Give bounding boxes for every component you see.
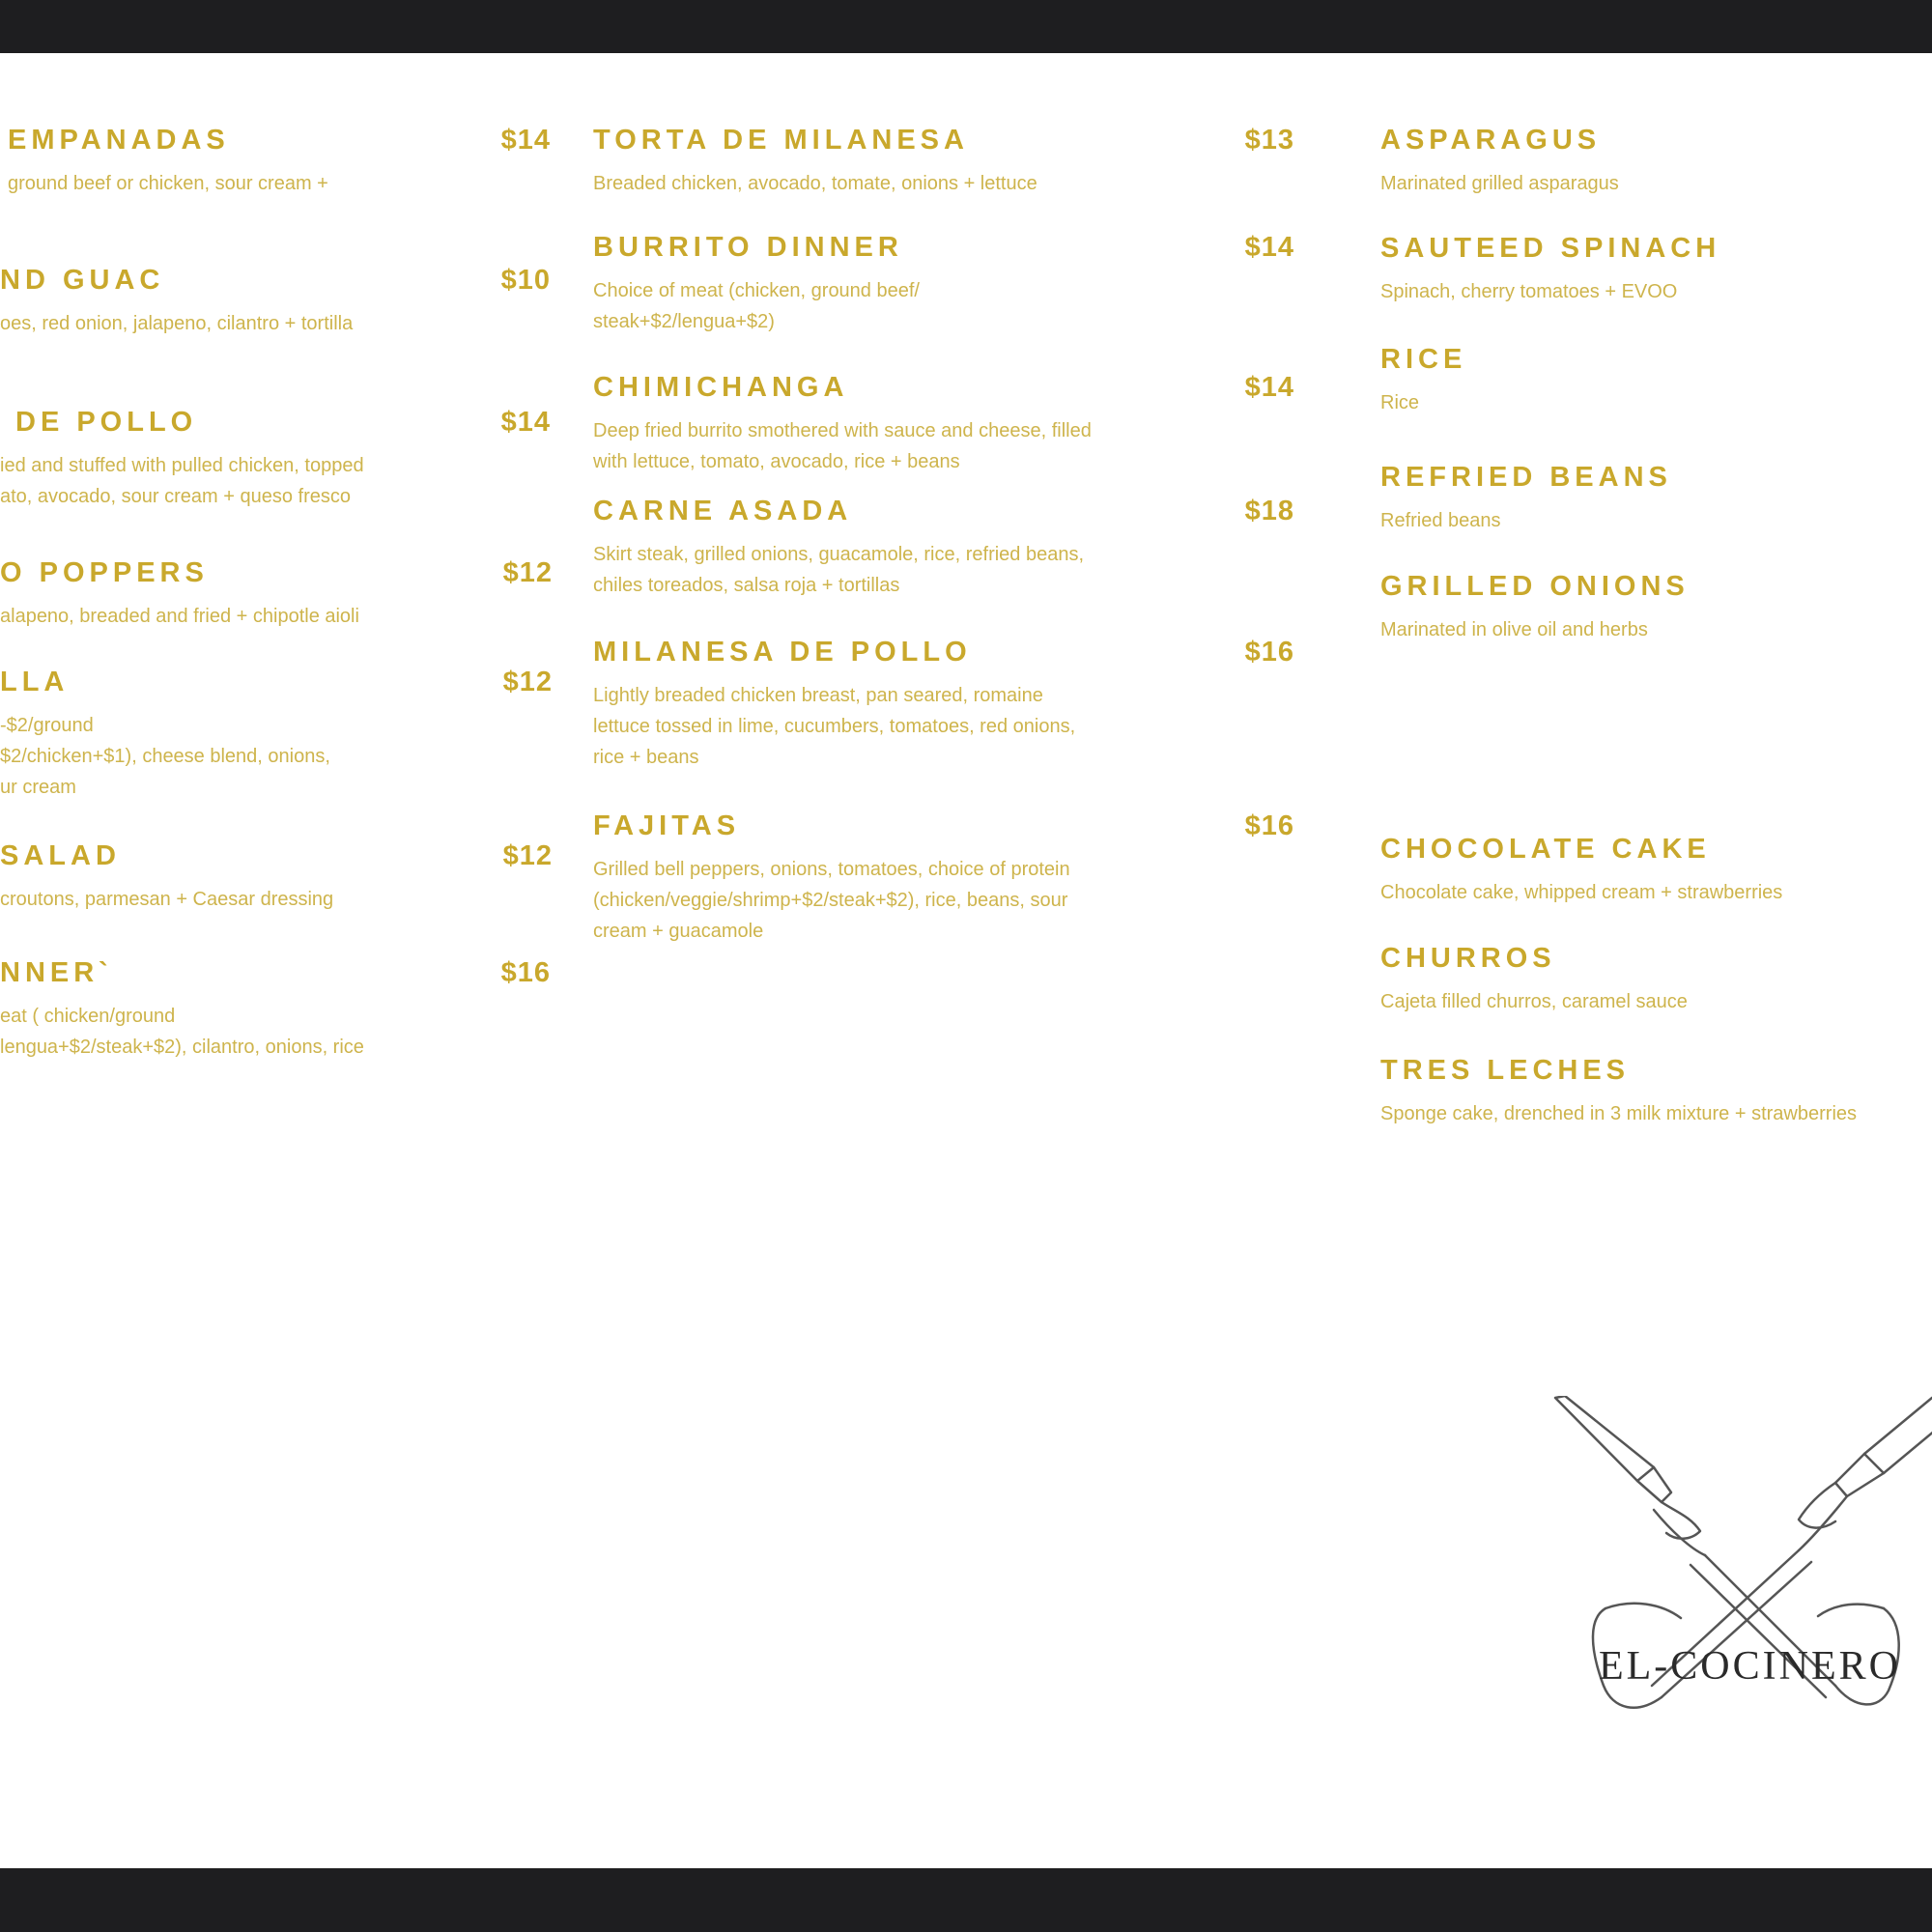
item-name: MILANESA DE POLLO — [593, 637, 972, 668]
item-price: $12 — [502, 557, 553, 588]
side-item — [1380, 461, 1672, 536]
brand-name: EL-COCINERO — [1599, 1644, 1901, 1689]
side-item — [1380, 124, 1619, 199]
item-name: GRILLED ONIONS — [1380, 571, 1690, 602]
item-description: ground beef or chicken, sour cream + — [8, 173, 328, 194]
dessert-item — [1380, 833, 1782, 908]
item-description: Grilled bell peppers, onions, tomatoes, choice of protein (chicken/veggie/shrimp+$2/steak+$2), rice, beans, sour cream + guacamole — [593, 859, 1070, 942]
item-price: $12 — [502, 667, 553, 697]
menu-item — [593, 124, 1037, 199]
item-name: REFRIED BEANS — [1380, 462, 1672, 493]
menu-item — [0, 956, 364, 1063]
side-item — [1380, 570, 1690, 645]
menu-item — [593, 231, 920, 337]
item-description: eat ( chicken/ground lengua+$2/steak+$2), cilantro, onions, rice — [0, 1006, 364, 1058]
item-description: Rice — [1380, 392, 1420, 413]
item-name: NNER` — [0, 957, 113, 988]
item-name: RICE — [1380, 344, 1467, 375]
bottom-frame — [0, 1868, 1932, 1932]
menu-item — [593, 810, 1070, 947]
item-description: Lightly breaded chicken breast, pan seared, romaine lettuce tossed in lime, cucumbers, tomatoes, red onions, rice + beans — [593, 685, 1076, 768]
item-description: croutons, parmesan + Caesar dressing — [0, 889, 334, 910]
item-name: SALAD — [0, 840, 121, 871]
item-name: CHIMICHANGA — [593, 372, 849, 403]
item-description: Cajeta filled churros, caramel sauce — [1380, 991, 1688, 1012]
menu-item — [0, 556, 359, 632]
menu-item — [593, 495, 1084, 601]
item-description: Spinach, cherry tomatoes + EVOO — [1380, 281, 1678, 302]
menu-item — [593, 371, 1092, 477]
item-price: $14 — [1244, 232, 1294, 263]
item-description: oes, red onion, jalapeno, cilantro + tortilla — [0, 313, 354, 334]
item-price: $16 — [1244, 810, 1294, 841]
item-description: Skirt steak, grilled onions, guacamole, rice, refried beans, chiles toreados, salsa roja + tortillas — [593, 544, 1085, 596]
item-description: Breaded chicken, avocado, tomate, onions + lettuce — [593, 173, 1037, 194]
item-description: Chocolate cake, whipped cream + strawberries — [1380, 882, 1783, 903]
item-name: TORTA DE MILANESA — [593, 125, 969, 156]
item-name: CHURROS — [1380, 943, 1556, 974]
item-name: TRES LECHES — [1380, 1055, 1631, 1086]
item-name: O POPPERS — [0, 557, 209, 588]
item-name: FAJITAS — [593, 810, 741, 841]
item-description: Sponge cake, drenched in 3 milk mixture + strawberries — [1380, 1103, 1858, 1124]
item-description: Deep fried burrito smothered with sauce and cheese, filled with lettuce, tomato, avocado, rice + beans — [593, 420, 1092, 472]
menu-page — [0, 53, 1932, 1868]
item-name: CARNE ASADA — [593, 496, 853, 526]
item-name: SAUTEED SPINACH — [1380, 233, 1721, 264]
item-description: Marinated in olive oil and herbs — [1380, 619, 1648, 640]
item-description: Refried beans — [1380, 510, 1501, 531]
item-description: alapeno, breaded and fried + chipotle aioli — [0, 606, 359, 627]
item-name: DE POLLO — [15, 407, 198, 438]
item-name: EMPANADAS — [8, 125, 230, 156]
item-description: Marinated grilled asparagus — [1380, 173, 1619, 194]
item-name: BURRITO DINNER — [593, 232, 903, 263]
item-price: $14 — [500, 407, 551, 438]
crossed-knives-logo-icon — [1546, 1396, 1932, 1744]
item-description: -$2/ground $2/chicken+$1), cheese blend, onions, ur cream — [0, 715, 330, 798]
item-price: $13 — [1244, 125, 1294, 156]
item-name: ND GUAC — [0, 265, 165, 296]
menu-item — [0, 264, 353, 339]
menu-item — [0, 839, 333, 915]
menu-item — [0, 666, 330, 803]
menu-item — [593, 636, 1075, 773]
item-price: $16 — [1244, 637, 1294, 668]
menu-item — [0, 406, 364, 512]
side-item — [1380, 232, 1720, 307]
side-item — [1380, 343, 1466, 418]
item-name: LLA — [0, 667, 70, 697]
item-price: $12 — [502, 840, 553, 871]
top-frame — [0, 0, 1932, 53]
item-price: $14 — [500, 125, 551, 156]
item-name: CHOCOLATE CAKE — [1380, 834, 1711, 865]
item-description: Choice of meat (chicken, ground beef/ steak+$2/lengua+$2) — [593, 280, 920, 332]
item-price: $10 — [500, 265, 551, 296]
item-price: $18 — [1244, 496, 1294, 526]
item-name: ASPARAGUS — [1380, 125, 1602, 156]
dessert-item — [1380, 942, 1688, 1017]
item-price: $16 — [500, 957, 551, 988]
item-price: $14 — [1244, 372, 1294, 403]
item-description: ied and stuffed with pulled chicken, topped ato, avocado, sour cream + queso fresco — [0, 455, 364, 507]
dessert-item — [1380, 1054, 1857, 1129]
menu-item — [8, 124, 328, 199]
